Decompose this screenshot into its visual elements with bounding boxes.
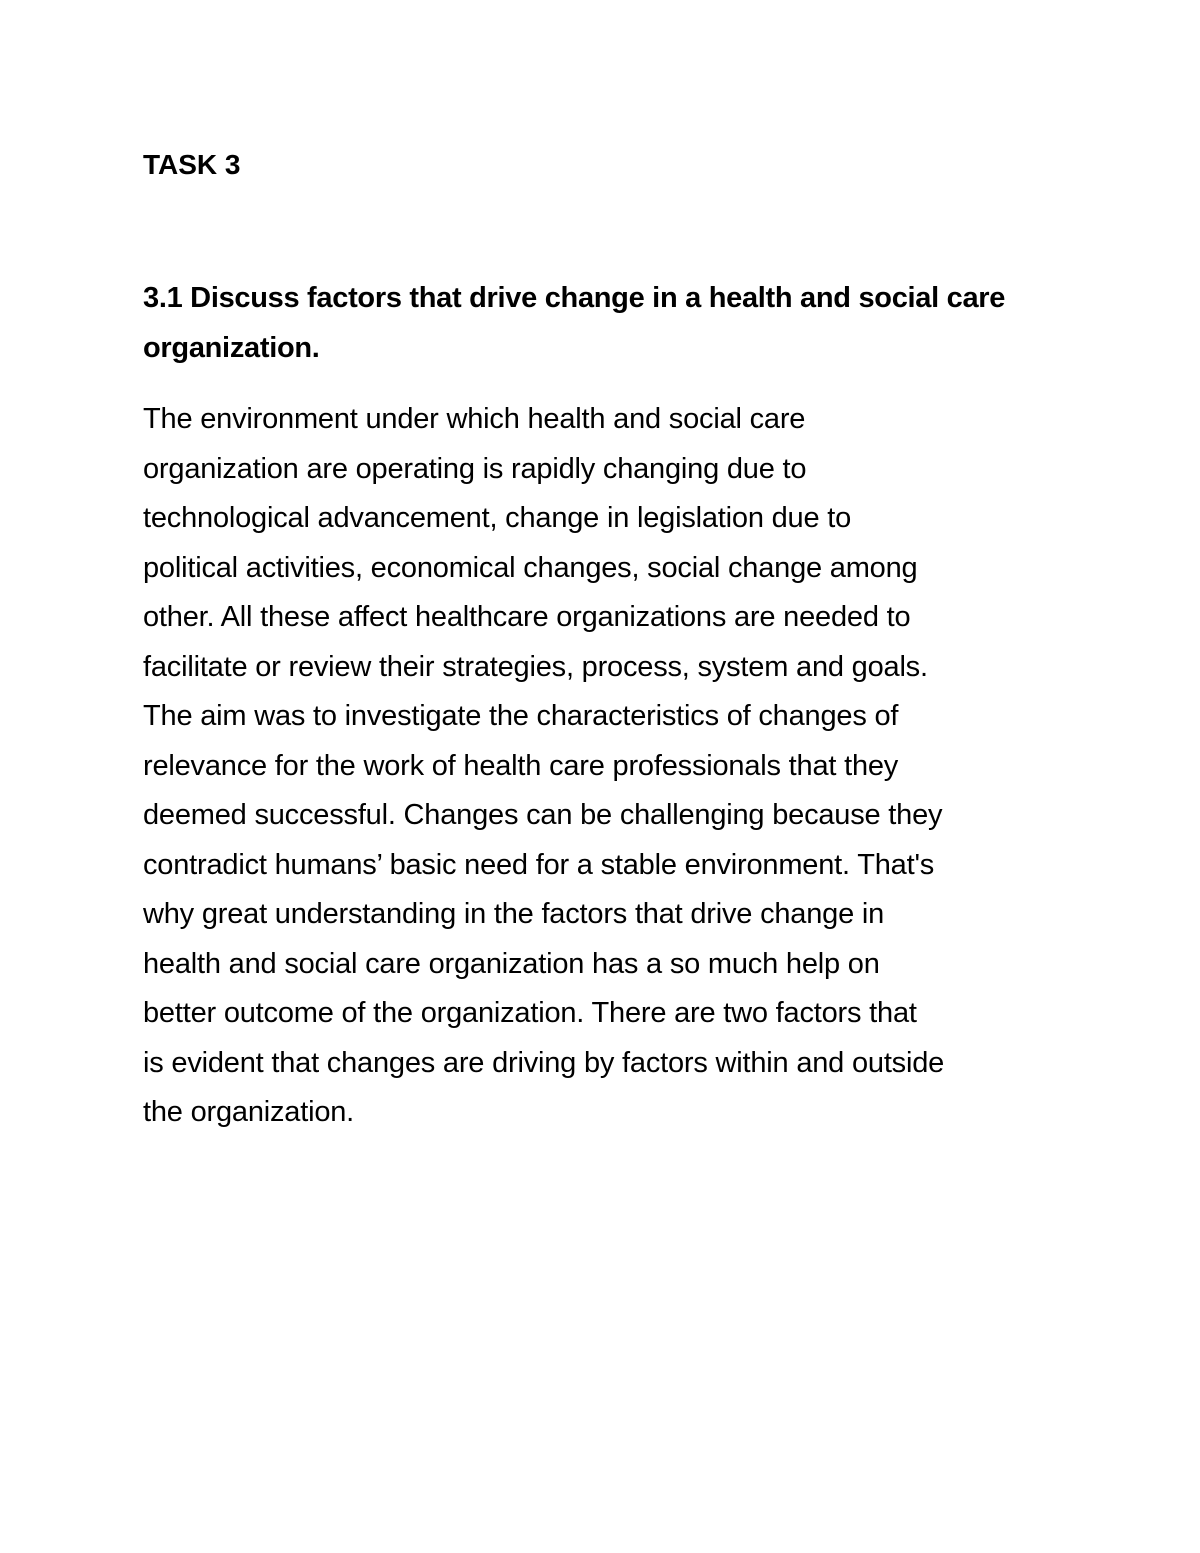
document-content [143, 140, 1083, 1138]
task-title: TASK 3 [143, 149, 241, 180]
answer-line: the organization. [143, 1096, 355, 1128]
answer-line: deemed successful. Changes can be challenging because they [143, 799, 943, 831]
answer-line: better outcome of the organization. There are two factors that [143, 997, 917, 1029]
answer-line: why great understanding in the factors that drive change in [143, 898, 885, 930]
question-line: 3.1 Discuss factors that drive change in a health and social care [143, 282, 1006, 314]
answer-line: facilitate or review their strategies, process, system and goals. [143, 650, 928, 683]
answer-line: The aim was to investigate the characteristics of changes of [143, 700, 899, 732]
answer-line: technological advancement, change in legislation due to [143, 502, 852, 534]
answer-line: organization are operating is rapidly changing due to [143, 452, 807, 485]
answer-line: relevance for the work of health care professionals that they [143, 749, 899, 782]
answer-line: other. All these affect healthcare organizations are needed to [143, 601, 911, 633]
question-line: organization. [143, 332, 320, 364]
answer-line: is evident that changes are driving by factors within and outside [143, 1046, 945, 1079]
answer-line: contradict humans’ basic need for a stable environment. That's [143, 848, 935, 881]
question-heading [143, 273, 1083, 373]
answer-line: political activities, economical changes, social change among [143, 551, 918, 584]
answer-line: The environment under which health and social care [143, 403, 806, 435]
answer-paragraph [143, 395, 1083, 1138]
answer-line: health and social care organization has a so much help on [143, 947, 880, 980]
